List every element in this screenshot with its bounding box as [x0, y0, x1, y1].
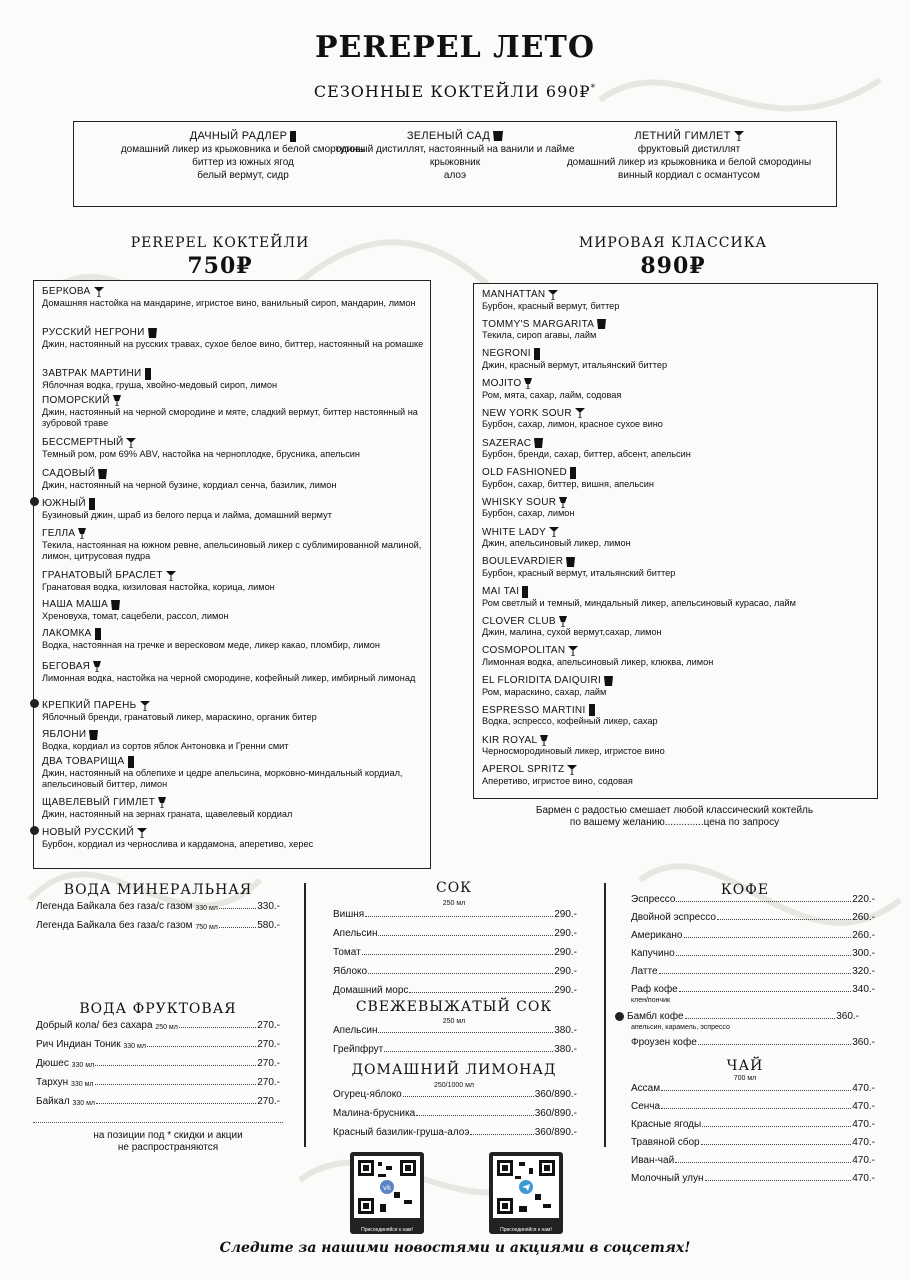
glass-icon	[86, 728, 98, 739]
row-price: 470.-	[852, 1173, 875, 1184]
dotted-divider	[33, 1122, 283, 1123]
classic-item	[482, 377, 871, 401]
cocktail-name: APEROL SPRITZ	[482, 764, 565, 776]
row-price: 290.-	[554, 928, 577, 939]
cocktail-name: COSMOPOLITAN	[482, 645, 566, 657]
cocktail-desc: Джин, настоянный на черной смородине и мяте, сладкий вермут, биттер настоянный на зубровой траве	[42, 406, 418, 428]
cocktail-item	[42, 394, 424, 430]
price-row	[631, 966, 875, 977]
cocktail-name: OLD FASHIONED	[482, 467, 568, 479]
cocktail-desc: Джин, настоянный на русских травах, сухое белое вино, биттер, настоянный на ромашке	[42, 338, 424, 349]
row-name: Легенда Байкала без газа/с газом	[36, 920, 193, 931]
classic-item	[482, 437, 871, 461]
seasonal-item	[330, 130, 580, 183]
price-row	[631, 912, 875, 923]
item-name: ЗЕЛЕНЫЙ САД	[406, 130, 491, 142]
cocktail-desc: Джин, настоянный на черной бузине, кордиал сенча, базилик, лимон	[42, 479, 337, 490]
qr-caption: Присоединяйся к нам!	[500, 1227, 552, 1233]
column-divider	[304, 883, 306, 1147]
glass-icon	[123, 436, 136, 447]
price-row	[36, 1096, 280, 1107]
cocktail-desc: Ром, мята, сахар, лайм, содовая	[482, 389, 622, 400]
item-name: ЛЕТНИЙ ГИМЛЕТ	[634, 130, 731, 142]
row-name: Красные ягоды	[631, 1119, 702, 1130]
svg-text:vk: vk	[382, 1184, 392, 1192]
row-name: Апельсин	[333, 928, 378, 939]
row-price: 320.-	[852, 966, 875, 977]
glass-icon	[163, 569, 176, 580]
row-price: 470.-	[852, 1119, 875, 1130]
cocktail-desc: Бузиновый джин, шраб из белого перца и лайма, домашний вермут	[42, 509, 332, 520]
cocktail-desc: Черносмородиновый ликер, игристое вино	[482, 746, 665, 756]
price-row	[631, 1037, 875, 1048]
row-name: Томат	[333, 947, 361, 958]
perepel-cocktails-box	[33, 280, 431, 869]
row-name: Тархун	[36, 1077, 69, 1088]
cocktail-desc: Бурбон, кордиал из чернослива и кардамона, аперетиво, херес	[42, 838, 314, 849]
cocktail-name: KIR ROYAL	[482, 734, 538, 746]
glass-icon	[531, 437, 543, 448]
price-row	[615, 1011, 859, 1022]
cocktail-desc: Бурбон, красный вермут, итальянский биттер	[482, 567, 676, 578]
row-volume: 330 мл	[70, 1081, 94, 1088]
cocktail-desc: Домашняя настойка на мандарине, игристое вино, ванильный сироп, мандарин, лимон	[42, 297, 416, 308]
row-name: Красный базилик-груша-алоэ	[333, 1127, 470, 1138]
glass-icon	[556, 496, 567, 507]
juice-volume: 250 мл	[442, 900, 466, 907]
classic-item	[482, 644, 871, 668]
new-badge-icon	[30, 699, 39, 708]
row-price: 380.-	[554, 1044, 577, 1055]
cocktail-desc: Водка, настоянная на гречке и вересковом меде, ликер какао, пломбир, лимон	[42, 639, 380, 650]
row-volume: 250 мл	[155, 1024, 178, 1031]
item-name: ДАЧНЫЙ РАДЛЕР	[189, 130, 288, 142]
row-name: Двойной эспрессо	[631, 912, 716, 923]
glass-icon	[556, 615, 567, 626]
glass-icon	[586, 704, 595, 715]
cocktail-desc: Яблочная водка, груша, хвойно-медовый сироп, лимон	[42, 379, 278, 390]
row-price: 260.-	[852, 912, 875, 923]
row-price: 270.-	[257, 1077, 280, 1088]
cocktail-desc: Джин, красный вермут, итальянский биттер	[482, 359, 668, 370]
perepel-heading: PEREPEL КОКТЕЙЛИ	[130, 235, 310, 251]
row-price: 360/890.-	[534, 1108, 577, 1119]
cocktail-item	[42, 285, 424, 309]
cocktail-item	[42, 326, 424, 350]
cocktail-name: ЮЖНЫЙ	[42, 498, 86, 509]
price-row	[36, 1039, 280, 1050]
cocktail-item	[42, 367, 424, 391]
classic-item	[482, 615, 871, 639]
row-price: 260.-	[852, 930, 875, 941]
price-row	[631, 1155, 875, 1166]
classic-cocktails-box	[473, 283, 878, 799]
row-price: 220.-	[852, 894, 875, 905]
discount-note: на позиции под * скидки и акции не распространяются	[93, 1130, 243, 1153]
cocktail-name: НОВЫЙ РУССКИЙ	[42, 827, 134, 838]
cocktail-name: EL FLORIDITA DAIQUIRI	[482, 675, 602, 687]
price-row	[36, 920, 280, 931]
row-name: Яблоко	[333, 966, 368, 977]
glass-icon	[142, 367, 151, 378]
classic-item	[482, 318, 871, 342]
tea-volume: 700 мл	[733, 1075, 757, 1082]
new-badge-icon	[30, 497, 39, 506]
qr-vk[interactable]	[350, 1152, 424, 1234]
item-line: белый вермут, сидр	[197, 170, 289, 181]
price-row	[333, 909, 577, 920]
glass-icon	[546, 526, 559, 537]
row-price: 270.-	[257, 1039, 280, 1050]
cocktail-name: MOJITO	[482, 378, 522, 390]
seasonal-box	[73, 121, 837, 207]
qr-telegram[interactable]	[489, 1152, 563, 1234]
price-row	[36, 1020, 280, 1031]
classic-heading: МИРОВАЯ КЛАССИКА	[578, 235, 768, 251]
classic-item	[482, 734, 871, 758]
glass-icon	[563, 555, 575, 566]
price-row	[631, 1137, 875, 1148]
cocktail-item	[42, 497, 424, 521]
cocktail-desc: Джин, настоянный на зернах граната, щавелевый кордиал	[42, 808, 293, 819]
glass-icon	[91, 285, 104, 296]
row-name: Грейпфрут	[333, 1044, 384, 1055]
price-row	[333, 1089, 577, 1100]
row-price: 270.-	[257, 1020, 280, 1031]
mineral-heading: ВОДА МИНЕРАЛЬНАЯ	[63, 882, 253, 898]
cocktail-item	[42, 796, 424, 820]
price-row	[36, 1077, 280, 1088]
cocktail-name: ESPRESSO MARTINI	[482, 704, 586, 716]
glass-icon	[565, 644, 578, 655]
glass-icon	[92, 627, 101, 638]
cocktail-desc: Лимонная водка, настойка на черной смородине, кофейный ликер, имбирный лимонад	[42, 672, 416, 683]
cocktail-name: ГРАНАТОВЫЙ БРАСЛЕТ	[42, 570, 163, 581]
cocktail-name: ГЕЛЛА	[42, 528, 76, 539]
cocktail-name: WHITE LADY	[482, 526, 547, 538]
row-volume: 330 мл	[72, 1100, 96, 1107]
cocktail-name: САДОВЫЙ	[42, 468, 96, 479]
price-row	[333, 985, 577, 996]
price-row	[333, 1044, 577, 1055]
row-price: 380.-	[554, 1025, 577, 1036]
row-name: Эспрессо	[631, 894, 676, 905]
row-price: 290.-	[554, 985, 577, 996]
cocktail-name: MAI TAI	[482, 586, 520, 597]
row-name: Латте	[631, 966, 658, 977]
cocktail-name: БЕРКОВА	[42, 286, 91, 297]
cocktail-desc: Хреновуха, томат, сацебели, рассол, лимон	[42, 610, 229, 621]
glass-icon	[564, 763, 577, 774]
cocktail-desc: Бурбон, сахар, лимон	[482, 508, 575, 519]
cocktail-desc: Бурбон, сахар, лимон, красное сухое вино	[482, 419, 663, 430]
row-price: 270.-	[257, 1058, 280, 1069]
row-price: 360/890.-	[534, 1127, 577, 1138]
cocktail-name: MANHATTAN	[482, 289, 546, 300]
row-subtitle: апельсин, карамель, эспрессо	[631, 1024, 730, 1031]
row-price: 470.-	[852, 1155, 875, 1166]
row-name: Бамбл кофе	[627, 1011, 684, 1022]
highball-glass-icon	[290, 131, 296, 142]
glass-icon	[155, 796, 166, 807]
qr-code-icon	[350, 1152, 424, 1222]
cocktail-desc: Лимонная водка, апельсиновый ликер, клюква, лимон	[482, 656, 714, 667]
cocktail-item	[42, 660, 424, 684]
row-price: 290.-	[554, 909, 577, 920]
price-row	[631, 984, 875, 995]
classic-item	[482, 526, 871, 550]
glass-icon	[567, 466, 576, 477]
price-row	[333, 947, 577, 958]
classic-item	[482, 704, 871, 728]
cocktail-desc: Текила, настоянная на южном ревне, апельсиновый ликер с сублимированной малиной, лимон, цитрусовая пудра	[42, 539, 422, 561]
glass-icon	[531, 347, 540, 358]
cocktail-name: ЛАКОМКА	[42, 628, 92, 639]
cocktail-desc: Темный ром, ром 69% ABV, настойка на черноплодке, брусника, апельсин	[42, 448, 361, 459]
cocktail-name: BOULEVARDIER	[482, 556, 564, 568]
cocktail-name: SAZERAC	[482, 437, 532, 449]
cocktail-name: БЕГОВАЯ	[42, 661, 91, 672]
glass-icon	[519, 585, 528, 596]
cocktail-item	[42, 527, 424, 563]
new-badge-icon	[615, 1012, 624, 1021]
classic-item	[482, 407, 871, 431]
price-row	[333, 928, 577, 939]
row-subtitle: клен/пончик	[631, 997, 671, 1004]
row-price: 290.-	[554, 947, 577, 958]
price-row	[333, 966, 577, 977]
glass-icon	[134, 826, 147, 837]
row-name: Огурец-яблоко	[333, 1089, 402, 1100]
classic-item	[482, 288, 871, 312]
row-price: 330.-	[257, 901, 280, 912]
cocktail-desc: Аперетиво, игристое вино, содовая	[482, 775, 633, 786]
glass-icon	[601, 674, 613, 685]
juice-heading: СОК	[435, 880, 473, 896]
cocktail-desc: Яблочный бренди, гранатовый ликер, мараскино, органик битер	[42, 711, 317, 722]
classic-item	[482, 496, 871, 520]
item-line: алоэ	[443, 170, 467, 181]
page-title: PEREPEL ЛЕТО	[314, 30, 596, 65]
glass-icon	[137, 699, 150, 710]
item-line: домашний ликер из крыжовника и белой смородины	[120, 144, 366, 155]
row-name: Байкал	[36, 1096, 70, 1107]
cocktail-item	[42, 699, 424, 723]
cocktail-desc: Текила, сироп агавы, лайм	[482, 330, 597, 341]
row-volume: 330 мл	[195, 905, 218, 912]
row-volume: 750 мл	[195, 924, 218, 931]
fruit-heading: ВОДА ФРУКТОВАЯ	[79, 1001, 237, 1017]
classic-item	[482, 347, 871, 371]
seasonal-heading: СЕЗОННЫЕ КОКТЕЙЛИ 690₽*	[313, 82, 597, 101]
classic-note: Бармен с радостью смешает любой классический коктейль по вашему желанию..............цена по запросу	[535, 805, 814, 828]
cocktail-item	[42, 436, 424, 460]
price-row	[333, 1108, 577, 1119]
cocktail-name: ЩАВЕЛЕВЫЙ ГИМЛЕТ	[42, 797, 156, 808]
lemonade-volume: 250/1000 мл	[433, 1082, 475, 1089]
classic-item	[482, 674, 871, 698]
cocktail-desc: Ром, мараскино, сахар, лайм	[482, 686, 607, 697]
cocktail-desc: Джин, малина, сухой вермут,сахар, лимон	[482, 627, 662, 638]
cocktail-item	[42, 728, 424, 752]
cocktail-desc: Бурбон, бренди, сахар, биттер, абсент, апельсин	[482, 449, 691, 459]
price-row	[631, 930, 875, 941]
cocktail-desc: Водка, эспрессо, кофейный ликер, сахар	[482, 716, 658, 727]
row-volume: 330 мл	[123, 1043, 146, 1050]
row-name: Капучино	[631, 948, 675, 959]
martini-glass-icon	[734, 131, 744, 141]
price-row	[36, 1058, 280, 1069]
qr-code-icon	[489, 1152, 563, 1222]
cocktail-name: НАША МАША	[42, 599, 109, 610]
cocktail-desc: Джин, настоянный на облепихе и цедре апельсина, морковно-миндальный кордиал, апельсиновый биттер, лимон	[42, 767, 403, 790]
glass-icon	[145, 326, 157, 337]
price-row	[631, 894, 875, 905]
row-price: 580.-	[257, 920, 280, 931]
glass-icon	[86, 497, 95, 508]
row-price: 270.-	[257, 1096, 280, 1107]
tea-heading: ЧАЙ	[726, 1058, 764, 1074]
glass-icon	[537, 734, 548, 745]
new-badge-icon	[30, 826, 39, 835]
classic-item	[482, 763, 871, 787]
row-price: 340.-	[852, 984, 875, 995]
price-row	[333, 1025, 577, 1036]
row-name: Сенча	[631, 1101, 661, 1112]
glass-icon	[90, 660, 101, 671]
row-price: 470.-	[852, 1101, 875, 1112]
row-name: Дюшес	[36, 1058, 69, 1069]
cocktail-desc: Бурбон, красный вермут, биттер	[482, 300, 620, 311]
cocktail-name: ЯБЛОНИ	[42, 729, 87, 740]
cocktail-desc: Ром светлый и темный, миндальный ликер, апельсиновый курасао, лайм	[482, 597, 796, 608]
cocktail-name: РУССКИЙ НЕГРОНИ	[42, 327, 145, 338]
row-name: Добрый кола/ без сахара	[36, 1020, 153, 1031]
cocktail-item	[42, 467, 424, 491]
rocks-glass-icon	[493, 131, 503, 141]
qr-caption: Присоединяйся к нам!	[361, 1227, 413, 1233]
column-divider	[604, 883, 606, 1147]
row-price: 360.-	[852, 1037, 875, 1048]
cocktail-desc: Джин, апельсиновый ликер, лимон	[482, 538, 631, 549]
classic-item	[482, 466, 871, 490]
cocktail-name: CLOVER CLUB	[482, 615, 556, 627]
fresh-volume: 250 мл	[442, 1018, 466, 1025]
cocktail-name: NEW YORK SOUR	[482, 407, 572, 419]
item-line: тутовый дистиллят, настоянный на ванили и лайме	[335, 144, 575, 155]
glass-icon	[594, 318, 606, 329]
coffee-heading: КОФЕ	[720, 882, 770, 898]
row-name: Домашний морс	[333, 985, 409, 996]
row-price: 360.-	[836, 1011, 859, 1022]
cocktail-name: БЕССМЕРТНЫЙ	[42, 437, 124, 448]
glass-icon	[75, 527, 86, 538]
glass-icon	[545, 288, 558, 299]
classic-price: 890₽	[640, 253, 706, 279]
cocktail-name: TOMMY'S MARGARITA	[482, 318, 595, 330]
glass-icon	[125, 755, 134, 766]
price-row	[333, 1127, 577, 1138]
cocktail-name: WHISKY SOUR	[482, 496, 557, 508]
row-price: 360/890.-	[534, 1089, 577, 1100]
price-row	[631, 948, 875, 959]
row-name: Травяной сбор	[631, 1137, 700, 1148]
classic-item	[482, 585, 871, 609]
cocktail-name: ПОМОРСКИЙ	[42, 395, 110, 406]
price-row	[631, 1101, 875, 1112]
item-line: фруктовый дистиллят	[637, 144, 741, 155]
price-row	[36, 901, 280, 912]
glass-icon	[521, 377, 532, 388]
item-line: винный кордиал с османтусом	[618, 170, 760, 181]
asterisk-mark: *	[590, 83, 597, 94]
cocktail-item	[42, 826, 424, 850]
cocktail-desc: Гранатовая водка, кизиловая настойка, корица, лимон	[42, 581, 275, 592]
row-name: Иван-чай	[631, 1155, 675, 1166]
cocktail-item	[42, 627, 424, 651]
lemonade-heading: ДОМАШНИЙ ЛИМОНАД	[351, 1062, 557, 1078]
row-name: Апельсин	[333, 1025, 378, 1036]
price-row	[631, 1119, 875, 1130]
cocktail-desc: Бурбон, сахар, биттер, вишня, апельсин	[482, 478, 654, 489]
row-name: Рич Индиан Тоник	[36, 1039, 121, 1050]
row-name: Молочный улун	[631, 1173, 704, 1184]
cocktail-item	[42, 755, 424, 791]
fresh-heading: СВЕЖЕВЫЖАТЫЙ СОК	[355, 999, 553, 1015]
glass-icon	[572, 407, 585, 418]
cocktail-name: ЗАВТРАК МАРТИНИ	[42, 368, 142, 379]
price-row	[631, 1173, 875, 1184]
row-name: Малина-брусника	[333, 1108, 416, 1119]
cocktail-name: КРЕПКИЙ ПАРЕНЬ	[42, 700, 137, 711]
item-line: биттер из южных ягод	[192, 157, 294, 168]
social-footer: Следите за нашими новостями и акциями в соцсетях!	[219, 1240, 691, 1256]
cocktail-name: NEGRONI	[482, 348, 531, 360]
cocktail-item	[42, 569, 424, 593]
cocktail-name: ДВА ТОВАРИЩА	[42, 756, 125, 767]
seasonal-item	[564, 130, 814, 183]
row-price: 300.-	[852, 948, 875, 959]
row-name: Ассам	[631, 1083, 661, 1094]
item-line: домашний ликер из крыжовника и белой смородины	[566, 157, 812, 168]
item-line: крыжовник	[429, 157, 481, 168]
row-price: 290.-	[554, 966, 577, 977]
classic-item	[482, 555, 871, 579]
glass-icon	[108, 598, 120, 609]
row-name: Фроузен кофе	[631, 1037, 697, 1048]
perepel-price: 750₽	[187, 253, 253, 279]
row-volume: 330 мл	[71, 1062, 95, 1069]
glass-icon	[95, 467, 107, 478]
cocktail-desc: Водка, кордиал из сортов яблок Антоновка и Гренни смит	[42, 740, 289, 751]
cocktail-item	[42, 598, 424, 622]
row-name: Легенда Байкала без газа/с газом	[36, 901, 193, 912]
row-price: 470.-	[852, 1083, 875, 1094]
row-name: Вишня	[333, 909, 365, 920]
price-row	[631, 1083, 875, 1094]
row-name: Американо	[631, 930, 683, 941]
glass-icon	[110, 394, 121, 405]
row-price: 470.-	[852, 1137, 875, 1148]
row-name: Раф кофе	[631, 984, 678, 995]
